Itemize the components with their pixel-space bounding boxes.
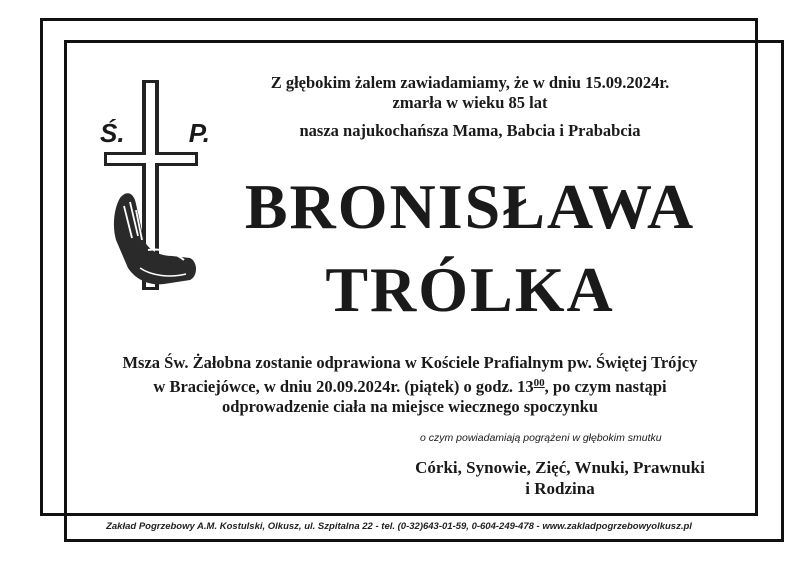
family-line-1: Córki, Synowie, Zięć, Wnuki, Prawnuki: [415, 458, 705, 477]
initial-s: Ś.: [100, 118, 125, 148]
funeral-home-footer: Zakład Pogrzebowy A.M. Kostulski, Olkusz, ul. Szpitalna 22 - tel. (0-32)643-01-59, 0-604-249-478 - www.zakladpogrzebowyolkusz.pl: [106, 521, 692, 532]
deceased-last-name: TRÓLKA: [325, 254, 615, 325]
mass-line-2-start: w Braciejówce, w dniu 20.09.2024r. (piątek) o godz. 13: [153, 377, 534, 396]
mass-line-3: odprowadzenie ciała na miejsce wiecznego spoczynku: [222, 397, 598, 416]
mass-line-1: Msza Św. Żałobna zostanie odprawiona w Kościele Prafialnym pw. Świętej Trójcy: [122, 353, 698, 372]
initial-p: P.: [188, 118, 210, 148]
intro-line-1: Z głębokim żalem zawiadamiamy, że w dniu 15.09.2024r.: [270, 73, 670, 92]
intro-line-3: nasza najukochańsza Mama, Babcia i Prababcia: [299, 121, 641, 140]
mass-time-minutes: 00: [533, 377, 545, 389]
mourners-notice: o czym powiadamiają pogrążeni w głębokim smutku: [420, 432, 662, 444]
intro-line-2: zmarła w wieku 85 lat: [392, 93, 548, 112]
mass-line-2: [70, 373, 750, 397]
mass-line-2-end: , po czym nastąpi: [544, 377, 667, 396]
deceased-first-name: BRONISŁAWA: [244, 171, 696, 242]
family-line-2: i Rodzina: [525, 479, 595, 498]
